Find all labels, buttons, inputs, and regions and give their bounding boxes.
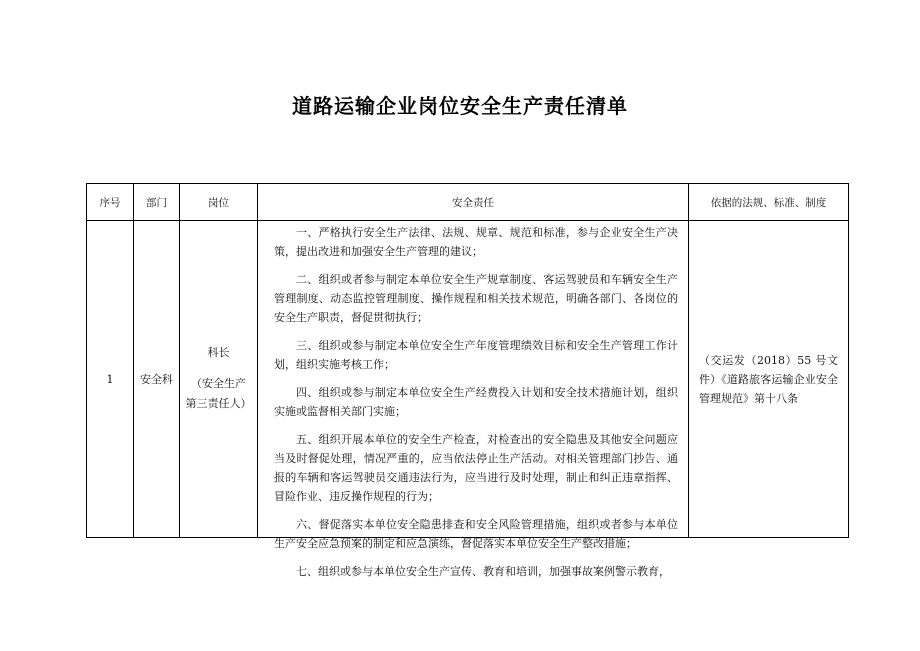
table-row	[87, 221, 849, 538]
header-department: 部门	[134, 184, 180, 221]
header-basis: 依据的法规、标准、制度	[689, 184, 849, 221]
responsibility-table	[86, 183, 849, 578]
header-position: 岗位	[180, 184, 258, 221]
duty-item: 一、严格执行安全生产法律、法规、规章、规范和标准，参与企业安全生产决策，提出改进和加强安全生产管理的建议；	[274, 226, 678, 258]
table-header-row	[87, 184, 849, 221]
position-note-line2: 第三责任人）	[185, 397, 252, 410]
duty-item: 七、组织或参与本单位安全生产宣传、教育和培训，加强事故案例警示教育，	[296, 565, 670, 578]
position-title: 科长	[207, 346, 230, 359]
duty-item: 六、督促落实本单位安全隐患排查和安全风险管理措施，组织或者参与本单位生产安全应急预案的制定和应急演练，督促落实本单位安全生产整改措施；	[274, 518, 678, 550]
duty-item: 二、组织或者参与制定本单位安全生产规章制度、客运驾驶员和车辆安全生产管理制度、动态监控管理制度、操作规程和相关技术规范，明确各部门、各岗位的安全生产职责，督促贯彻执行；	[274, 273, 678, 324]
cell-basis: （交运发（2018）55 号文件）《道路旅客运输企业安全管理规范》第十八条	[689, 221, 849, 538]
cell-responsibility	[258, 221, 689, 578]
cell-position	[180, 221, 258, 538]
position-note-line1: （安全生产	[191, 377, 246, 390]
duty-item: 五、组织开展本单位的安全生产检查，对检查出的安全隐患及其他安全问题应当及时督促处理，情况严重的，应当依法停止生产活动。对相关管理部门抄告、通报的车辆和客运驾驶员交通违法行为，应当进行及时处理，制止和纠正违章指挥、冒险作业、违反操作规程的行为；	[274, 433, 678, 503]
document-title: 道路运输企业岗位安全生产责任清单	[292, 94, 628, 118]
header-responsibility: 安全责任	[258, 184, 689, 221]
header-seq: 序号	[87, 184, 134, 221]
cell-department: 安全科	[134, 221, 180, 538]
cell-seq: 1	[87, 221, 134, 538]
duty-item: 三、组织或参与制定本单位安全生产年度管理绩效目标和安全生产管理工作计划，组织实施考核工作；	[274, 339, 678, 371]
duty-item: 四、组织或参与制定本单位安全生产经费投入计划和安全技术措施计划，组织实施或监督相关部门实施；	[274, 386, 678, 418]
